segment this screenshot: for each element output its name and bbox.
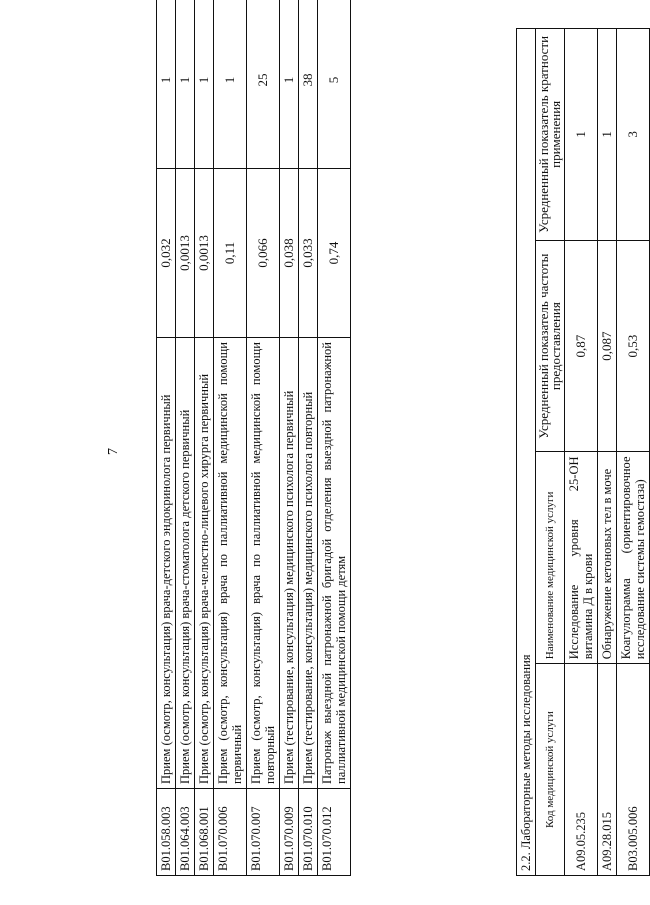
- table-row: [214, 0, 247, 876]
- code-cell: B03.005.006: [617, 664, 650, 876]
- header-frequency: Усредненный показатель частоты предоставления: [536, 240, 565, 452]
- frequency-cell: 0,0013: [195, 169, 214, 338]
- service-name-cell: Обнаружение кетоновых тел в моче: [598, 452, 617, 664]
- service-name-cell: Прием (тестирование, консультация) медицинского психолога повторный: [299, 338, 318, 789]
- multiplicity-cell: 1: [157, 0, 176, 169]
- table-row: [617, 29, 650, 876]
- code-cell: B01.058.003: [157, 789, 176, 876]
- table-row: [565, 29, 598, 876]
- header-code: Код медицинской услуги: [536, 664, 565, 876]
- frequency-cell: 0,87: [565, 240, 598, 452]
- multiplicity-cell: 3: [617, 29, 650, 241]
- table-row: [318, 0, 351, 876]
- table-row: [176, 0, 195, 876]
- table-row: [598, 29, 617, 876]
- page-number: 7: [106, 448, 121, 455]
- service-name-cell: Прием (осмотр, консультация) врача-детского эндокринолога первичный: [157, 338, 176, 789]
- frequency-cell: 0,11: [214, 169, 247, 338]
- frequency-cell: 0,066: [247, 169, 280, 338]
- code-cell: B01.070.006: [214, 789, 247, 876]
- multiplicity-cell: 1: [565, 29, 598, 241]
- laboratory-methods-table: [516, 28, 650, 876]
- frequency-cell: 0,74: [318, 169, 351, 338]
- frequency-cell: 0,0013: [176, 169, 195, 338]
- code-cell: B01.070.009: [280, 789, 299, 876]
- multiplicity-cell: 5: [318, 0, 351, 169]
- medical-services-table: [156, 0, 351, 876]
- service-name-cell: Патронаж выездной патронажной бригадой отделения выездной патронажной паллиативной медицинской помощи детям: [318, 338, 351, 789]
- table-row: [195, 0, 214, 876]
- table-body: [565, 29, 650, 876]
- service-name-cell: Исследование уровня 25-ОН витамина Д в крови: [565, 452, 598, 664]
- service-name-cell: Прием (осмотр, консультация) врача по паллиативной медицинской помощи повторный: [247, 338, 280, 789]
- service-name-cell: Прием (осмотр, консультация) врача-стоматолога детского первичный: [176, 338, 195, 789]
- code-cell: B01.070.010: [299, 789, 318, 876]
- frequency-cell: 0,032: [157, 169, 176, 338]
- frequency-cell: 0,087: [598, 240, 617, 452]
- header-multiplicity: Усредненный показатель кратности применения: [536, 29, 565, 241]
- table-body: [157, 0, 351, 876]
- table-row: [280, 0, 299, 876]
- service-name-cell: Прием (осмотр, консультация) врача по паллиативной медицинской помощи первичный: [214, 338, 247, 789]
- service-name-cell: Прием (тестирование, консультация) медицинского психолога первичный: [280, 338, 299, 789]
- multiplicity-cell: 1: [195, 0, 214, 169]
- multiplicity-cell: 38: [299, 0, 318, 169]
- code-cell: B01.070.007: [247, 789, 280, 876]
- header-name: Наименование медицинской услуги: [536, 452, 565, 664]
- service-name-cell: Прием (осмотр, консультация) врача-челюстно-лицевого хирурга первичный: [195, 338, 214, 789]
- code-cell: A09.28.015: [598, 664, 617, 876]
- code-cell: B01.064.003: [176, 789, 195, 876]
- multiplicity-cell: 1: [176, 0, 195, 169]
- table-row: [247, 0, 280, 876]
- multiplicity-cell: 1: [598, 29, 617, 241]
- header-row: [536, 29, 565, 876]
- multiplicity-cell: 1: [280, 0, 299, 169]
- code-cell: B01.070.012: [318, 789, 351, 876]
- frequency-cell: 0,033: [299, 169, 318, 338]
- multiplicity-cell: 25: [247, 0, 280, 169]
- rotated-page: [100, 22, 647, 882]
- multiplicity-cell: 1: [214, 0, 247, 169]
- section-row: [517, 29, 536, 876]
- service-name-cell: Коагулограмма (ориентировочное исследование системы гемостаза): [617, 452, 650, 664]
- table-row: [299, 0, 318, 876]
- section-title: 2.2. Лабораторные методы исследования: [517, 29, 536, 876]
- table-row: [157, 0, 176, 876]
- frequency-cell: 0,038: [280, 169, 299, 338]
- code-cell: B01.068.001: [195, 789, 214, 876]
- frequency-cell: 0,53: [617, 240, 650, 452]
- code-cell: A09.05.235: [565, 664, 598, 876]
